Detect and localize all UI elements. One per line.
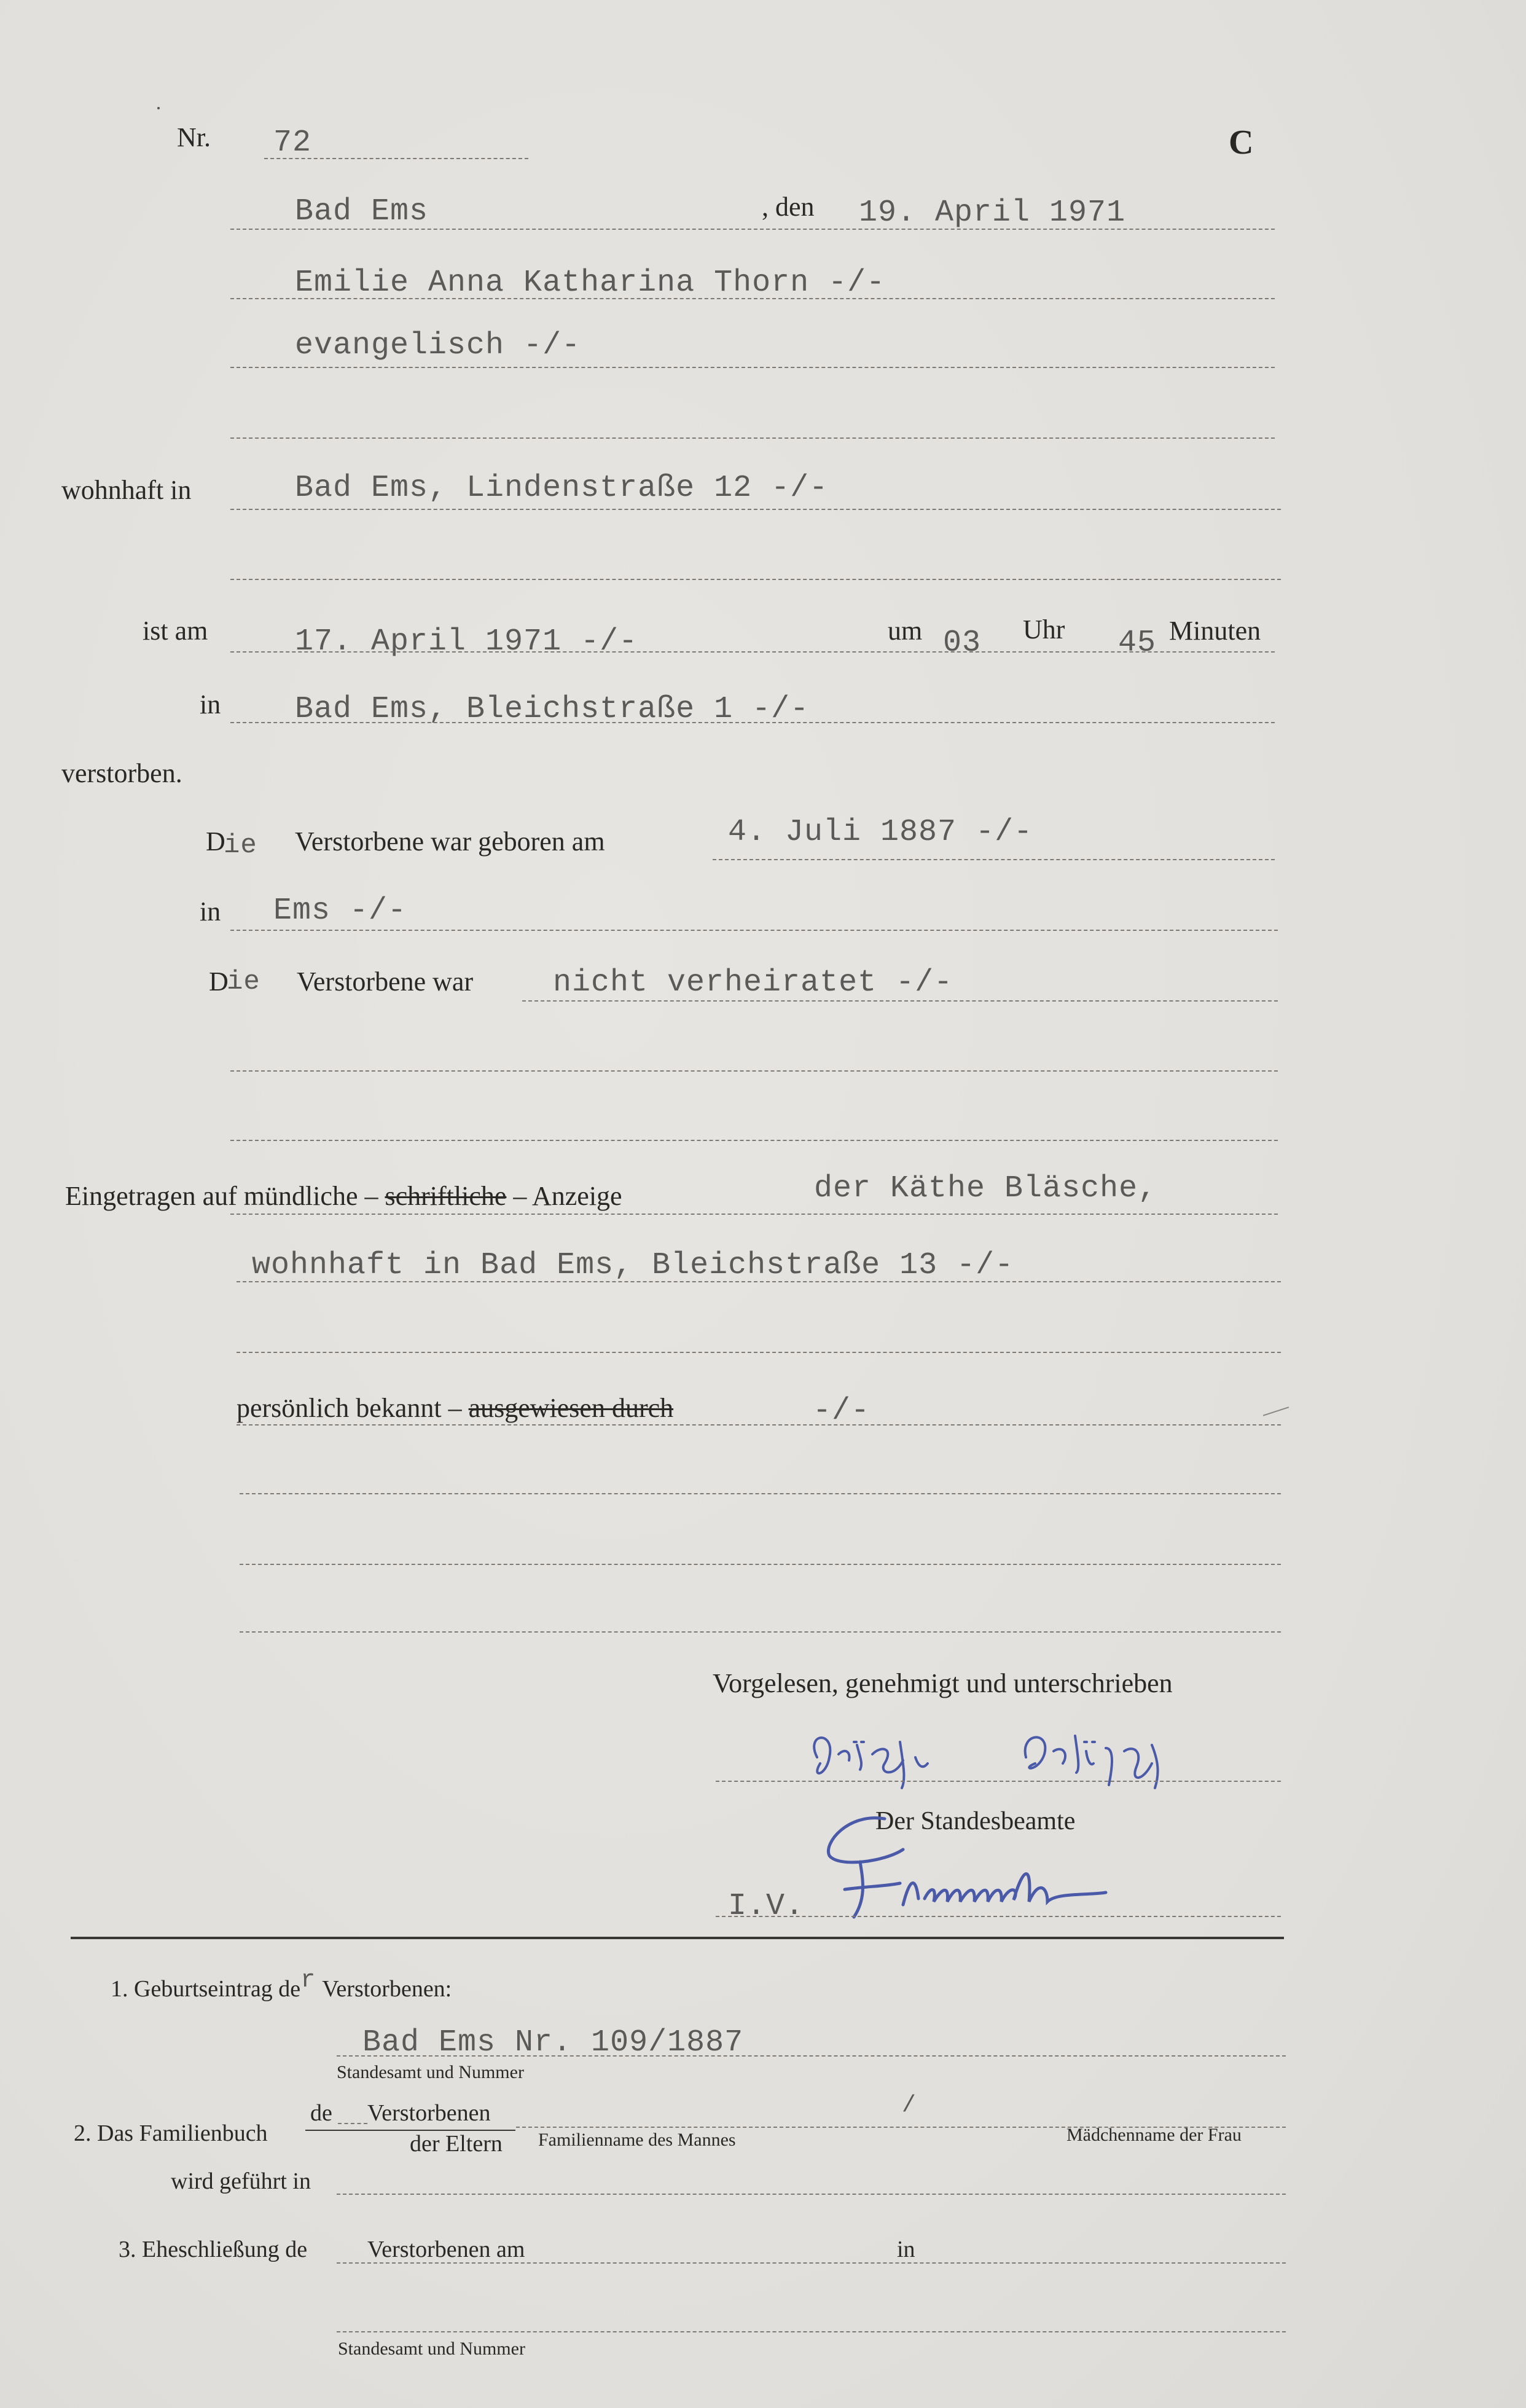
registration-label-end: – Anzeige <box>513 1181 622 1211</box>
margin-mark <box>1263 1406 1289 1416</box>
den-label: , den <box>762 192 815 222</box>
informant-signature <box>792 1720 1259 1794</box>
informant-signature-line <box>716 1781 1281 1782</box>
official-signature-line <box>716 1916 1281 1917</box>
footer-item2-eltern: der Eltern <box>410 2131 503 2157</box>
residence-value: Bad Ems, Lindenstraße 12 -/- <box>295 471 829 506</box>
date-value: 19. April 1971 <box>859 195 1126 230</box>
iv-label: I.V. <box>728 1889 805 1924</box>
blank-line-4 <box>230 1140 1278 1141</box>
registration-line1: der Käthe Bläsche, <box>814 1171 1157 1206</box>
death-in-label: in <box>200 689 221 720</box>
birth-date-line <box>713 859 1275 860</box>
identification-known: persönlich bekannt – <box>237 1393 462 1423</box>
birth-label: Verstorbene war geboren am <box>295 826 605 857</box>
official-label: Der Standesbeamte <box>875 1807 1076 1835</box>
residence-line <box>230 509 1281 510</box>
birth-date: 4. Juli 1887 -/- <box>728 815 1033 850</box>
identification-struck: ausgewiesen durch <box>468 1393 674 1423</box>
identification-typed: -/- <box>813 1394 871 1429</box>
blank-line-1 <box>230 437 1275 439</box>
footer-item1-typed-r: r <box>300 1967 316 1994</box>
birth-prefix-typed: ie <box>224 830 257 861</box>
footer-item2-verst: Verstorbenen <box>367 2100 491 2126</box>
footer-item2-de-dots <box>338 2123 367 2124</box>
identification-line <box>237 1424 1281 1426</box>
minuten-label: Minuten <box>1169 616 1261 646</box>
registration-line2: wohnhaft in Bad Ems, Bleichstraße 13 -/- <box>252 1248 1014 1283</box>
death-date-line <box>230 651 1275 653</box>
religion-line <box>230 367 1275 368</box>
birth-in-label: in <box>200 896 221 927</box>
um-label: um <box>888 616 923 646</box>
footer-item2-frau: Mädchenname der Frau <box>1066 2125 1242 2145</box>
registration-label-start: Eingetragen auf mündliche – <box>65 1181 378 1211</box>
death-place: Bad Ems, Bleichstraße 1 -/- <box>295 692 810 727</box>
registration-line-2 <box>237 1281 1281 1282</box>
registration-label <box>65 1183 622 1210</box>
nr-label: Nr. <box>177 122 211 152</box>
footer-item2-wird: wird geführt in <box>171 2168 311 2194</box>
footer-item3-line <box>337 2262 1286 2264</box>
nr-value: 72 <box>273 125 312 160</box>
footer-item3-label: 3. Eheschließung de <box>119 2237 308 2262</box>
footer-item2-de: de <box>310 2100 332 2126</box>
footer-item1-label-a: 1. Geburtseintrag de <box>111 1976 301 2002</box>
blank-line-3 <box>230 1070 1278 1072</box>
footer-item3-verst: Verstorbenen am <box>367 2237 525 2262</box>
verstorben-label: verstorben. <box>61 758 182 788</box>
blank-line-6 <box>240 1493 1281 1494</box>
footer-item3-line-2 <box>337 2331 1286 2332</box>
blank-line-8 <box>240 1631 1281 1633</box>
birth-prefix: D <box>206 826 225 857</box>
marital-prefix-typed: ie <box>227 967 260 997</box>
birth-place: Ems -/- <box>273 893 407 928</box>
residence-label: wohnhaft in <box>61 475 192 505</box>
footer-item2-label: 2. Das Familienbuch <box>74 2120 268 2146</box>
form-letter: C <box>1229 124 1254 162</box>
footer-item2-slash: / <box>902 2092 917 2119</box>
official-signature <box>811 1794 1253 1929</box>
death-place-line <box>230 722 1275 723</box>
marital-prefix: D <box>209 967 229 997</box>
footer-item1-label <box>111 1967 452 2003</box>
birth-place-line <box>230 930 1278 931</box>
registration-label-struck: schriftliche <box>385 1181 507 1211</box>
footer-item1-value: Bad Ems Nr. 109/1887 <box>362 2025 744 2060</box>
mark-dot <box>157 107 160 109</box>
religion-value: evangelisch -/- <box>295 328 581 363</box>
deceased-name: Emilie Anna Katharina Thorn -/- <box>295 265 886 300</box>
blank-line-7 <box>240 1564 1281 1565</box>
marital-line <box>522 1000 1278 1002</box>
nr-line <box>264 158 528 159</box>
footer-item1-caption: Standesamt und Nummer <box>337 2062 524 2082</box>
footer-item3-in: in <box>897 2237 915 2262</box>
death-date: 17. April 1971 -/- <box>295 624 638 659</box>
death-minute: 45 <box>1118 626 1157 661</box>
ist-am-label: ist am <box>143 616 208 646</box>
footer-separator <box>71 1937 1284 1939</box>
identification-label <box>237 1395 673 1422</box>
closing-text: Vorgelesen, genehmigt und unterschrieben <box>713 1668 1173 1698</box>
place-date-line <box>230 229 1275 230</box>
name-line <box>230 298 1275 299</box>
blank-line-2 <box>230 579 1281 580</box>
footer-item2-mann: Familienname des Mannes <box>538 2130 736 2150</box>
marital-value: nicht verheiratet -/- <box>553 965 953 1000</box>
marital-label: Verstorbene war <box>297 967 474 997</box>
footer-item2-wird-line <box>337 2194 1286 2195</box>
uhr-label: Uhr <box>1023 614 1065 645</box>
place-value: Bad Ems <box>295 194 429 229</box>
blank-line-5 <box>237 1352 1281 1353</box>
footer-item3-caption: Standesamt und Nummer <box>338 2339 525 2359</box>
registration-line-1 <box>230 1214 1278 1215</box>
footer-item1-line <box>337 2055 1286 2057</box>
footer-item1-label-b: Verstorbenen: <box>322 1976 452 2002</box>
death-hour: 03 <box>943 626 982 661</box>
